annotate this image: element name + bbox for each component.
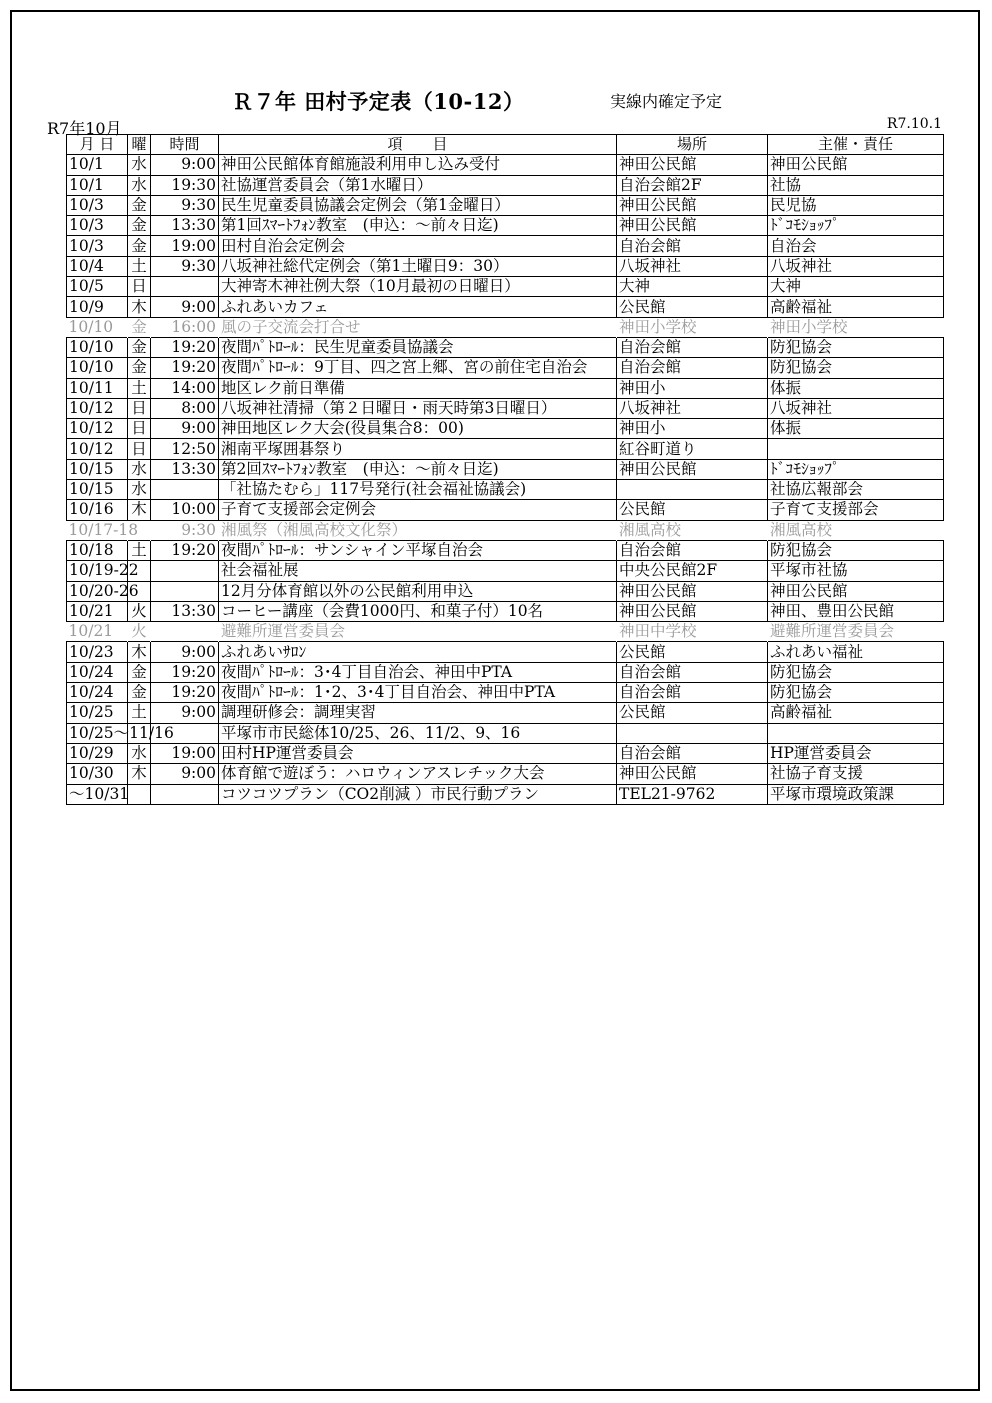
cell-date: 10/1: [67, 175, 128, 195]
cell-date: 10/15: [67, 459, 128, 479]
cell-place: 神田中学校: [617, 622, 768, 642]
cell-dow: 金: [128, 317, 151, 337]
cell-date: 10/21: [67, 601, 128, 621]
cell-dow: 日: [128, 439, 151, 459]
cell-item: 夜間ﾊﾟﾄﾛｰﾙ：3･4丁目自治会、神田中PTA: [219, 662, 617, 682]
cell-dow: 土: [128, 540, 151, 560]
cell-dow: 日: [128, 277, 151, 297]
cell-item: 夜間ﾊﾟﾄﾛｰﾙ：サンシャイン平塚自治会: [219, 540, 617, 560]
cell-date: 10/10: [67, 358, 128, 378]
cell-org: [768, 439, 944, 459]
table-row: [67, 743, 944, 763]
table-row: [67, 155, 944, 175]
table-row: [67, 480, 944, 500]
month-label: R7年10月: [47, 119, 122, 138]
cell-time: 9:00: [151, 297, 219, 317]
cell-time: [151, 277, 219, 297]
table-row: [67, 784, 944, 804]
table-row: [67, 439, 944, 459]
cell-date: 10/1: [67, 155, 128, 175]
cell-date: 10/18: [67, 540, 128, 560]
cell-item: 田村自治会定例会: [219, 236, 617, 256]
cell-dow: 火: [128, 622, 151, 642]
cell-item: 田村HP運営委員会: [219, 743, 617, 763]
col-header-dow: 曜: [128, 135, 151, 155]
cell-date: 10/3: [67, 216, 128, 236]
cell-place: 神田公民館: [617, 216, 768, 236]
table-row: [67, 683, 944, 703]
cell-dow: 木: [128, 642, 151, 662]
cell-item: 平塚市市民総体10/25、26、11/2、9、16: [219, 723, 617, 743]
cell-item: 子育て支援部会定例会: [219, 500, 617, 520]
cell-time: 9:30: [151, 195, 219, 215]
table-row: [67, 601, 944, 621]
table-row: [67, 662, 944, 682]
cell-org: HP運営委員会: [768, 743, 944, 763]
cell-place: 自治会館: [617, 236, 768, 256]
cell-date: 10/19-22: [67, 561, 128, 581]
cell-org: 八坂神社: [768, 398, 944, 418]
cell-item: 夜間ﾊﾟﾄﾛｰﾙ：9丁目、四之宮上郷、宮の前住宅自治会: [219, 358, 617, 378]
cell-place: 自治会館2F: [617, 175, 768, 195]
table-row: [67, 500, 944, 520]
cell-dow: 土: [128, 256, 151, 276]
cell-time: 9:00: [151, 764, 219, 784]
cell-place: 公民館: [617, 297, 768, 317]
cell-dow: 金: [128, 337, 151, 357]
cell-item: 八坂神社清掃（第２日曜日・雨天時第3日曜日）: [219, 398, 617, 418]
cell-time: 13:30: [151, 601, 219, 621]
cell-place: 自治会館: [617, 662, 768, 682]
table-row: [67, 256, 944, 276]
cell-dow: 金: [128, 683, 151, 703]
table-row: [67, 459, 944, 479]
cell-date: 10/17-18: [68, 520, 139, 539]
cell-org: ﾄﾞｺﾓｼｮｯﾌﾟ: [768, 216, 944, 236]
table-row: [67, 358, 944, 378]
cell-place: 自治会館: [617, 540, 768, 560]
table-row: [67, 337, 944, 357]
cell-date: 10/24: [67, 662, 128, 682]
cell-place: 神田公民館: [617, 764, 768, 784]
cell-date: 10/25: [67, 703, 128, 723]
table-row: [67, 419, 944, 439]
table-row: [67, 723, 944, 743]
table-row: [67, 703, 944, 723]
cell-time: 19:20: [151, 683, 219, 703]
cell-dow: 木: [128, 764, 151, 784]
cell-place: 自治会館: [617, 743, 768, 763]
cell-item: 夜間ﾊﾟﾄﾛｰﾙ：1･2、3･4丁目自治会、神田中PTA: [219, 683, 617, 703]
cell-org: 社協広報部会: [768, 480, 944, 500]
cell-org: 防犯協会: [768, 540, 944, 560]
cell-time: 9:00: [151, 642, 219, 662]
cell-time: 13:30: [151, 459, 219, 479]
cell-dow: 金: [128, 358, 151, 378]
table-row: [67, 398, 944, 418]
table-row: [67, 581, 944, 601]
cell-date: 10/3: [67, 195, 128, 215]
cell-org: 神田公民館: [768, 155, 944, 175]
cell-org: 防犯協会: [768, 662, 944, 682]
cell-place: 大神: [617, 277, 768, 297]
cell-place: 神田小: [617, 419, 768, 439]
cell-place: 自治会館: [617, 337, 768, 357]
cell-place: [617, 480, 768, 500]
col-header-org: 主催・責任: [768, 135, 944, 155]
col-header-place: 場所: [617, 135, 768, 155]
cell-dow: 日: [128, 398, 151, 418]
table-row: [67, 317, 944, 337]
cell-time: 16:00: [151, 317, 219, 337]
issue-date: R7.10.1: [886, 116, 942, 132]
cell-item: 避難所運営委員会: [219, 622, 617, 642]
cell-item: 湘南平塚囲碁祭り: [219, 439, 617, 459]
cell-item: 社会福祉展: [219, 561, 617, 581]
table-row: [67, 216, 944, 236]
table-row: [67, 622, 944, 642]
table-row: [67, 277, 944, 297]
cell-place: 神田公民館: [617, 195, 768, 215]
cell-time: 14:00: [151, 378, 219, 398]
cell-time: 9:00: [151, 703, 219, 723]
cell-date: 10/23: [67, 642, 128, 662]
cell-org: ふれあい福祉: [768, 642, 944, 662]
table-row: [67, 297, 944, 317]
cell-org: 避難所運営委員会: [768, 622, 944, 642]
cell-time: 19:30: [151, 175, 219, 195]
cell-dow: 金: [128, 195, 151, 215]
page-subtitle: 実線内確定予定: [610, 92, 723, 111]
cell-dow: 火: [128, 601, 151, 621]
cell-place: 八坂神社: [617, 256, 768, 276]
cell-dow: 日: [128, 419, 151, 439]
cell-item: ふれあいｻﾛﾝ: [219, 642, 617, 662]
cell-dow: 木: [128, 297, 151, 317]
cell-item: ふれあいカフェ: [219, 297, 617, 317]
cell-item: 大神寄木神社例大祭（10月最初の日曜日）: [219, 277, 617, 297]
cell-dow: 水: [128, 480, 151, 500]
table-row: [67, 520, 944, 540]
cell-place: TEL21-9762: [617, 784, 768, 804]
cell-place: 神田公民館: [617, 155, 768, 175]
cell-place: 自治会館: [617, 683, 768, 703]
cell-dow: 水: [128, 743, 151, 763]
cell-place: 神田小: [617, 378, 768, 398]
cell-place: 神田公民館: [617, 601, 768, 621]
table-row: [67, 540, 944, 560]
cell-place: 公民館: [617, 642, 768, 662]
cell-org: 防犯協会: [768, 337, 944, 357]
cell-place: 紅谷町道り: [617, 439, 768, 459]
cell-org: 体振: [768, 419, 944, 439]
cell-item: 夜間ﾊﾟﾄﾛｰﾙ：民生児童委員協議会: [219, 337, 617, 357]
col-header-time: 時間: [151, 135, 219, 155]
cell-item: コーヒー講座（会費1000円、和菓子付）10名: [219, 601, 617, 621]
cell-time: 19:20: [151, 540, 219, 560]
cell-place: 湘風高校: [617, 520, 768, 540]
cell-place: 神田公民館: [617, 459, 768, 479]
cell-dow: 金: [128, 236, 151, 256]
table-row: [67, 236, 944, 256]
cell-date: 10/15: [67, 480, 128, 500]
cell-time: [151, 561, 219, 581]
schedule-table: [66, 134, 944, 805]
cell-org: 防犯協会: [768, 683, 944, 703]
cell-item: 体育館で遊ぼう：ハロウィンアスレチック大会: [219, 764, 617, 784]
cell-date: 10/3: [67, 236, 128, 256]
cell-time: [151, 581, 219, 601]
table-row: [67, 764, 944, 784]
cell-time: 8:00: [151, 398, 219, 418]
cell-time: 9:30: [151, 520, 219, 540]
cell-place: 公民館: [617, 500, 768, 520]
table-row: [67, 195, 944, 215]
cell-date: 10/9: [67, 297, 128, 317]
cell-date: 10/12: [67, 439, 128, 459]
cell-org: 高齢福祉: [768, 703, 944, 723]
cell-time: 9:00: [151, 155, 219, 175]
cell-org: 大神: [768, 277, 944, 297]
cell-item: 社協運営委員会（第1水曜日）: [219, 175, 617, 195]
cell-dow: 水: [128, 175, 151, 195]
cell-date: 10/21: [67, 622, 128, 642]
cell-org: 湘風高校: [768, 520, 944, 540]
cell-item: 「社協たむら」117号発行(社会福祉協議会): [219, 480, 617, 500]
table-row: [67, 642, 944, 662]
cell-place: 中央公民館2F: [617, 561, 768, 581]
cell-time: 19:20: [151, 358, 219, 378]
cell-org: 子育て支援部会: [768, 500, 944, 520]
cell-time: 13:30: [151, 216, 219, 236]
cell-dow: 金: [128, 216, 151, 236]
cell-date: 10/10: [67, 317, 128, 337]
cell-date: 10/5: [67, 277, 128, 297]
cell-date: 10/10: [67, 337, 128, 357]
cell-date: 10/11: [67, 378, 128, 398]
cell-place: [617, 723, 768, 743]
cell-dow: 水: [128, 155, 151, 175]
cell-date: 10/30: [67, 764, 128, 784]
cell-item: 第2回ｽﾏｰﾄﾌｫﾝ教室 (申込：～前々日迄): [219, 459, 617, 479]
cell-place: 神田公民館: [617, 581, 768, 601]
cell-date: 10/24: [67, 683, 128, 703]
cell-dow: 水: [128, 459, 151, 479]
cell-org: ﾄﾞｺﾓｼｮｯﾌﾟ: [768, 459, 944, 479]
cell-date: 10/29: [67, 743, 128, 763]
cell-time: 19:20: [151, 337, 219, 357]
cell-place: 八坂神社: [617, 398, 768, 418]
cell-item: 風の子交流会打合せ: [219, 317, 617, 337]
cell-time: 9:30: [151, 256, 219, 276]
cell-place: 自治会館: [617, 358, 768, 378]
cell-place: 公民館: [617, 703, 768, 723]
cell-item: 湘風祭（湘風高校文化祭）: [219, 520, 617, 540]
cell-date: 10/20-26: [67, 581, 128, 601]
cell-org: 自治会: [768, 236, 944, 256]
cell-org: 体振: [768, 378, 944, 398]
cell-item: 地区レク前日準備: [219, 378, 617, 398]
cell-date: ～10/31: [67, 784, 128, 804]
table-row: [67, 378, 944, 398]
col-header-item: 項 目: [219, 135, 617, 155]
cell-org: 高齢福祉: [768, 297, 944, 317]
cell-dow: 木: [128, 500, 151, 520]
schedule-body: [67, 155, 944, 805]
cell-item: 調理研修会：調理実習: [219, 703, 617, 723]
cell-item: コツコツプラン（CO2削減 ）市民行動プラン: [219, 784, 617, 804]
cell-org: 防犯協会: [768, 358, 944, 378]
cell-org: 民児協: [768, 195, 944, 215]
cell-time: 9:00: [151, 419, 219, 439]
cell-date: 10/25～11/16: [67, 723, 128, 743]
cell-dow: 土: [128, 703, 151, 723]
cell-dow: 金: [128, 662, 151, 682]
cell-org: 神田小学校: [768, 317, 944, 337]
cell-org: 神田、豊田公民館: [768, 601, 944, 621]
cell-date: 10/4: [67, 256, 128, 276]
cell-item: 八坂神社総代定例会（第1土曜日9：30）: [219, 256, 617, 276]
cell-dow: [128, 784, 151, 804]
table-row: [67, 561, 944, 581]
cell-item: 12月分体育館以外の公民館利用申込: [219, 581, 617, 601]
cell-org: 社協子育支援: [768, 764, 944, 784]
cell-org: 平塚市社協: [768, 561, 944, 581]
cell-place: 神田小学校: [617, 317, 768, 337]
col-header-date: 月 日: [67, 135, 128, 155]
cell-item: 民生児童委員協議会定例会（第1金曜日）: [219, 195, 617, 215]
cell-org: 八坂神社: [768, 256, 944, 276]
cell-date: 10/12: [67, 398, 128, 418]
cell-time: 19:00: [151, 236, 219, 256]
cell-dow: 土: [128, 378, 151, 398]
table-row: [67, 175, 944, 195]
cell-time: 10:00: [151, 500, 219, 520]
page-title: Ｒ７年 田村予定表（10-12）: [232, 89, 525, 114]
cell-org: 平塚市環境政策課: [768, 784, 944, 804]
table-header-row: [67, 135, 944, 155]
cell-date: 10/16: [67, 500, 128, 520]
cell-org: [768, 723, 944, 743]
cell-org: 神田公民館: [768, 581, 944, 601]
cell-time: 19:00: [151, 743, 219, 763]
cell-time: [151, 480, 219, 500]
cell-time: 19:20: [151, 662, 219, 682]
cell-time: [151, 784, 219, 804]
cell-date: 10/12: [67, 419, 128, 439]
cell-org: 社協: [768, 175, 944, 195]
cell-item: 神田公民館体育館施設利用申し込み受付: [219, 155, 617, 175]
cell-item: 神田地区レク大会(役員集合8：00): [219, 419, 617, 439]
cell-time: 12:50: [151, 439, 219, 459]
cell-item: 第1回ｽﾏｰﾄﾌｫﾝ教室 (申込：～前々日迄): [219, 216, 617, 236]
cell-time: [151, 622, 219, 642]
